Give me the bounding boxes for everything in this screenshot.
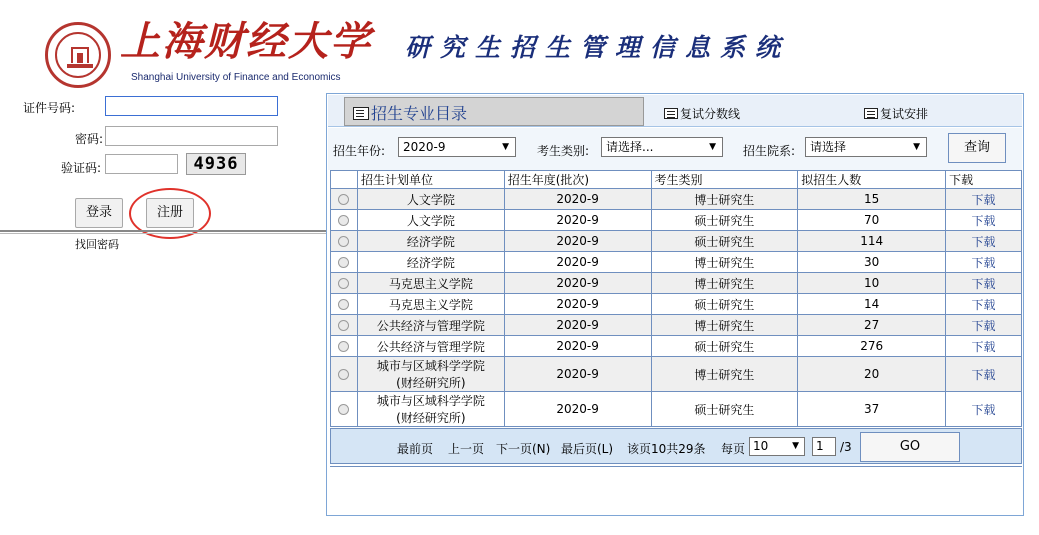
- column-header: 考生类别: [651, 171, 798, 189]
- university-seal-logo: [45, 22, 111, 88]
- type-cell: 硕士研究生: [651, 294, 798, 315]
- next-page-link[interactable]: 下一页(N): [496, 442, 551, 456]
- row-radio[interactable]: [338, 257, 349, 268]
- table-row[interactable]: [331, 336, 1022, 357]
- university-name-cn: 上海财经大学: [120, 18, 372, 65]
- year-cell: 2020-9: [504, 315, 651, 336]
- dept-select[interactable]: [805, 137, 927, 157]
- tab-retest-schedule-label: 复试安排: [880, 107, 929, 121]
- type-cell: 硕士研究生: [651, 392, 798, 427]
- captcha-image[interactable]: 4936: [186, 153, 246, 175]
- page-number-input[interactable]: 1: [812, 437, 836, 456]
- unit-cell: 公共经济与管理学院: [357, 336, 504, 357]
- catalog-table: [330, 170, 1022, 427]
- table-row[interactable]: [331, 231, 1022, 252]
- tab-retest-score-label: 复试分数线: [680, 107, 741, 121]
- unit-cell: 公共经济与管理学院: [357, 315, 504, 336]
- download-link[interactable]: 下载: [946, 231, 1022, 252]
- total-pages: /3: [840, 440, 852, 454]
- first-page-link[interactable]: 最前页: [397, 442, 434, 456]
- type-select[interactable]: [601, 137, 723, 157]
- row-radio[interactable]: [338, 299, 349, 310]
- catalog-panel: [326, 93, 1024, 516]
- table-row[interactable]: [331, 294, 1022, 315]
- tab-retest-score[interactable]: [664, 105, 740, 122]
- table-row[interactable]: [331, 273, 1022, 294]
- type-cell: 博士研究生: [651, 357, 798, 392]
- year-cell: 2020-9: [504, 231, 651, 252]
- form-icon: [353, 107, 369, 120]
- dropdown-arrow-icon: ▼: [709, 142, 716, 152]
- system-title: 研究生招生管理信息系统: [405, 33, 791, 62]
- download-link[interactable]: 下载: [946, 357, 1022, 392]
- unit-cell: 马克思主义学院: [357, 294, 504, 315]
- dropdown-arrow-icon: ▼: [502, 142, 509, 152]
- header: [0, 0, 1039, 94]
- table-row[interactable]: [331, 392, 1022, 427]
- prev-page-link[interactable]: 上一页: [448, 442, 485, 456]
- unit-cell: 经济学院: [357, 252, 504, 273]
- column-header: 招生年度(批次): [504, 171, 651, 189]
- type-cell: 硕士研究生: [651, 210, 798, 231]
- tab-program-catalog[interactable]: [344, 97, 644, 126]
- unit-cell-line2: (财经研究所): [396, 376, 466, 390]
- register-button[interactable]: 注册: [146, 198, 194, 228]
- year-cell: 2020-9: [504, 357, 651, 392]
- filter-bar: [328, 128, 1022, 170]
- tab-bar: [328, 95, 1022, 127]
- per-page-label: 每页: [721, 442, 746, 456]
- type-cell: 博士研究生: [651, 189, 798, 210]
- university-name-en: Shanghai University of Finance and Economics: [131, 72, 341, 83]
- row-radio[interactable]: [338, 369, 349, 380]
- table-row[interactable]: [331, 315, 1022, 336]
- page-summary: 该页10共29条: [627, 442, 706, 456]
- form-icon: [864, 108, 878, 119]
- dropdown-arrow-icon: ▼: [913, 142, 920, 152]
- download-link[interactable]: 下载: [946, 315, 1022, 336]
- dept-select-value: 请选择: [810, 140, 847, 154]
- panel-empty-area: [330, 466, 1022, 513]
- unit-cell-line1: 城市与区域科学学院: [376, 394, 485, 408]
- row-radio[interactable]: [338, 236, 349, 247]
- count-cell: 20: [798, 357, 946, 392]
- download-link[interactable]: 下载: [946, 252, 1022, 273]
- column-header: [331, 171, 358, 189]
- download-link[interactable]: 下载: [946, 336, 1022, 357]
- query-button[interactable]: 查询: [948, 133, 1006, 163]
- download-link[interactable]: 下载: [946, 392, 1022, 427]
- year-cell: 2020-9: [504, 294, 651, 315]
- download-link[interactable]: 下载: [946, 210, 1022, 231]
- row-radio[interactable]: [338, 404, 349, 415]
- type-cell: 硕士研究生: [651, 231, 798, 252]
- captcha-label: 验证码:: [61, 161, 102, 175]
- left-divider-shadow: [0, 233, 326, 234]
- count-cell: 27: [798, 315, 946, 336]
- unit-cell-line2: (财经研究所): [396, 411, 466, 425]
- row-radio[interactable]: [338, 215, 349, 226]
- recover-password-link[interactable]: 找回密码: [75, 238, 119, 251]
- type-cell: 博士研究生: [651, 273, 798, 294]
- per-page-select[interactable]: [749, 437, 805, 456]
- unit-cell: 人文学院: [357, 210, 504, 231]
- unit-cell: [357, 392, 504, 427]
- pagination-bar: [330, 428, 1022, 464]
- table-row[interactable]: [331, 357, 1022, 392]
- year-cell: 2020-9: [504, 189, 651, 210]
- tab-program-catalog-label: 招生专业目录: [371, 104, 468, 123]
- unit-cell: [357, 357, 504, 392]
- form-icon: [664, 108, 678, 119]
- row-radio[interactable]: [338, 341, 349, 352]
- left-divider: [0, 230, 326, 232]
- download-link[interactable]: 下载: [946, 273, 1022, 294]
- year-cell: 2020-9: [504, 210, 651, 231]
- dept-label: 招生院系:: [743, 144, 796, 158]
- year-select[interactable]: [398, 137, 516, 157]
- type-label: 考生类别:: [537, 144, 590, 158]
- id-label: 证件号码:: [23, 101, 76, 115]
- count-cell: 15: [798, 189, 946, 210]
- count-cell: 276: [798, 336, 946, 357]
- last-page-link[interactable]: 最后页(L): [561, 442, 614, 456]
- count-cell: 30: [798, 252, 946, 273]
- column-header: 招生计划单位: [357, 171, 504, 189]
- count-cell: 70: [798, 210, 946, 231]
- year-cell: 2020-9: [504, 273, 651, 294]
- year-cell: 2020-9: [504, 252, 651, 273]
- year-select-value: 2020-9: [403, 140, 446, 154]
- go-button[interactable]: GO: [860, 432, 960, 462]
- password-label: 密码:: [75, 132, 104, 146]
- year-cell: 2020-9: [504, 336, 651, 357]
- table-row[interactable]: [331, 189, 1022, 210]
- column-header: 拟招生人数: [798, 171, 946, 189]
- login-button[interactable]: 登录: [75, 198, 123, 228]
- unit-cell: 经济学院: [357, 231, 504, 252]
- password-input[interactable]: [105, 126, 278, 146]
- unit-cell: 马克思主义学院: [357, 273, 504, 294]
- year-cell: 2020-9: [504, 392, 651, 427]
- table-row[interactable]: [331, 210, 1022, 231]
- unit-cell-line1: 城市与区域科学学院: [376, 359, 485, 373]
- row-radio[interactable]: [338, 320, 349, 331]
- type-cell: 博士研究生: [651, 315, 798, 336]
- tab-retest-schedule[interactable]: [864, 105, 928, 122]
- per-page-value: 10: [753, 439, 769, 453]
- type-cell: 硕士研究生: [651, 336, 798, 357]
- column-header: 下载: [946, 171, 1022, 189]
- type-cell: 博士研究生: [651, 252, 798, 273]
- count-cell: 37: [798, 392, 946, 427]
- type-select-value: 请选择...: [606, 140, 654, 154]
- count-cell: 14: [798, 294, 946, 315]
- year-label: 招生年份:: [333, 144, 386, 158]
- dropdown-arrow-icon: ▼: [792, 441, 799, 451]
- unit-cell: 人文学院: [357, 189, 504, 210]
- table-header-row: [331, 171, 1022, 189]
- table-row[interactable]: [331, 252, 1022, 273]
- count-cell: 10: [798, 273, 946, 294]
- row-radio[interactable]: [338, 278, 349, 289]
- captcha-input[interactable]: [105, 154, 178, 174]
- download-link[interactable]: 下载: [946, 189, 1022, 210]
- id-number-input[interactable]: [105, 96, 278, 116]
- count-cell: 114: [798, 231, 946, 252]
- row-radio[interactable]: [338, 194, 349, 205]
- download-link[interactable]: 下载: [946, 294, 1022, 315]
